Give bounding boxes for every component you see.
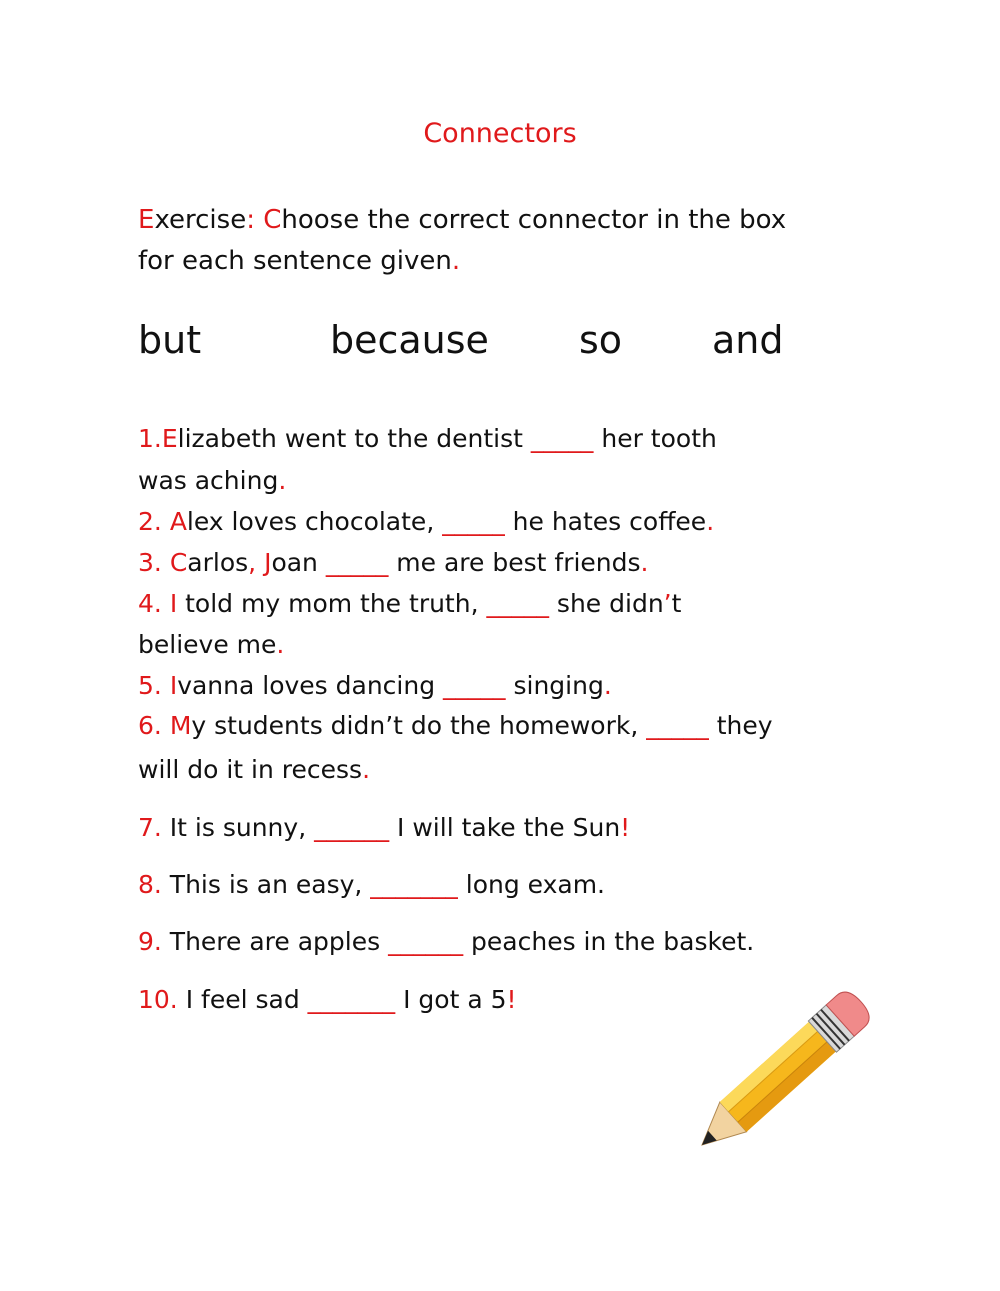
sentence-text: believe me bbox=[138, 630, 277, 659]
sentence-8 bbox=[138, 870, 605, 899]
sentence-text: she didn bbox=[548, 589, 664, 618]
word-box-but: but bbox=[138, 318, 202, 362]
sentence-end: ! bbox=[506, 985, 517, 1014]
sentence-text: long exam. bbox=[457, 870, 606, 899]
sentence-text: me are best friends bbox=[388, 548, 641, 577]
instr-period: . bbox=[451, 246, 461, 276]
sentence-4-line-2 bbox=[138, 630, 284, 659]
sentence-end: ! bbox=[620, 813, 631, 842]
instr-line2: for each sentence given bbox=[138, 246, 452, 276]
sentence-end: . bbox=[640, 548, 649, 577]
answer-blank[interactable]: _____ bbox=[325, 548, 389, 577]
sentence-end: . bbox=[603, 671, 612, 700]
answer-blank[interactable]: ______ bbox=[388, 927, 464, 956]
sentence-text: he hates coffee bbox=[504, 507, 707, 536]
instr-e: E bbox=[138, 205, 155, 235]
answer-blank[interactable]: _____ bbox=[486, 589, 549, 618]
sentence-number: 5. bbox=[138, 671, 170, 700]
sentence-first-letter: I bbox=[169, 589, 178, 618]
sentence-text: There are apples bbox=[161, 927, 389, 956]
sentence-number: 3. bbox=[138, 548, 170, 577]
answer-blank[interactable]: _____ bbox=[443, 671, 506, 700]
word-box-because: because bbox=[330, 318, 489, 362]
sentence-name-letter: J bbox=[264, 548, 272, 577]
sentence-number: 8. bbox=[138, 870, 162, 899]
sentence-first-letter: I bbox=[169, 671, 178, 700]
sentence-text: This is an easy, bbox=[161, 870, 371, 899]
answer-blank[interactable]: ______ bbox=[314, 813, 390, 842]
sentence-4-line-1 bbox=[138, 589, 681, 618]
sentence-text: singing bbox=[505, 671, 604, 700]
sentence-text: lizabeth went to the dentist bbox=[177, 424, 531, 453]
sentence-number: 6. bbox=[138, 711, 170, 740]
sentence-2 bbox=[138, 507, 714, 536]
sentence-3 bbox=[138, 548, 649, 577]
sentence-text: told my mom the truth, bbox=[177, 589, 487, 618]
sentence-first-letter: C bbox=[169, 548, 188, 577]
answer-blank[interactable]: _______ bbox=[307, 985, 396, 1014]
instr-e-rest: xercise bbox=[154, 205, 247, 235]
sentence-number: 4. bbox=[138, 589, 170, 618]
sentence-7 bbox=[138, 813, 630, 842]
sentence-text: peaches in the basket. bbox=[463, 927, 755, 956]
sentence-9 bbox=[138, 927, 754, 956]
sentence-6-line-1 bbox=[138, 711, 773, 740]
sentence-1-line-1 bbox=[138, 424, 717, 453]
sentence-text: her tooth bbox=[593, 424, 717, 453]
word-box-so: so bbox=[579, 318, 623, 362]
sentence-first-letter: E bbox=[161, 424, 178, 453]
sentence-number: 1. bbox=[138, 424, 162, 453]
sentence-number: 10. bbox=[138, 985, 178, 1014]
sentence-text: I got a 5 bbox=[395, 985, 507, 1014]
answer-blank[interactable]: _______ bbox=[370, 870, 458, 899]
instr-c: C bbox=[263, 205, 282, 235]
sentence-apostrophe: ’ bbox=[663, 589, 672, 618]
sentence-text: was aching bbox=[138, 466, 279, 495]
sentence-text: will do it in recess bbox=[138, 755, 363, 784]
sentence-first-letter: M bbox=[169, 711, 192, 740]
sentence-text: lex loves chocolate, bbox=[186, 507, 443, 536]
sentence-text: oan bbox=[271, 548, 326, 577]
instr-colon: : bbox=[246, 205, 255, 235]
answer-blank[interactable]: _____ bbox=[530, 424, 594, 453]
instructions bbox=[138, 200, 858, 282]
pencil-icon bbox=[690, 975, 875, 1155]
sentence-number: 2. bbox=[138, 507, 170, 536]
sentence-number: 9. bbox=[138, 927, 162, 956]
sentence-first-letter: A bbox=[169, 507, 187, 536]
worksheet-title: Connectors bbox=[423, 118, 577, 149]
sentence-5 bbox=[138, 671, 612, 700]
sentence-6-line-2 bbox=[138, 755, 370, 784]
sentence-text: vanna loves dancing bbox=[177, 671, 444, 700]
instr-c-rest: hoose the correct connector in the box bbox=[281, 205, 787, 235]
sentence-1-line-2 bbox=[138, 466, 286, 495]
sentence-text: I will take the Sun bbox=[389, 813, 621, 842]
sentence-end: . bbox=[706, 507, 715, 536]
answer-blank[interactable]: _____ bbox=[646, 711, 709, 740]
sentence-end: . bbox=[276, 630, 285, 659]
sentence-10 bbox=[138, 985, 517, 1014]
sentence-text: y students didn’t do the homework, bbox=[191, 711, 647, 740]
sentence-text: arlos bbox=[187, 548, 249, 577]
sentence-end: . bbox=[362, 755, 371, 784]
answer-blank[interactable]: _____ bbox=[442, 507, 505, 536]
sentence-comma: , bbox=[248, 548, 257, 577]
sentence-number: 7. bbox=[138, 813, 162, 842]
sentence-text: they bbox=[708, 711, 773, 740]
sentence-end: . bbox=[278, 466, 287, 495]
word-box-and: and bbox=[712, 318, 784, 362]
sentence-text: It is sunny, bbox=[161, 813, 315, 842]
sentence-text: I feel sad bbox=[177, 985, 308, 1014]
sentence-text: t bbox=[671, 589, 682, 618]
